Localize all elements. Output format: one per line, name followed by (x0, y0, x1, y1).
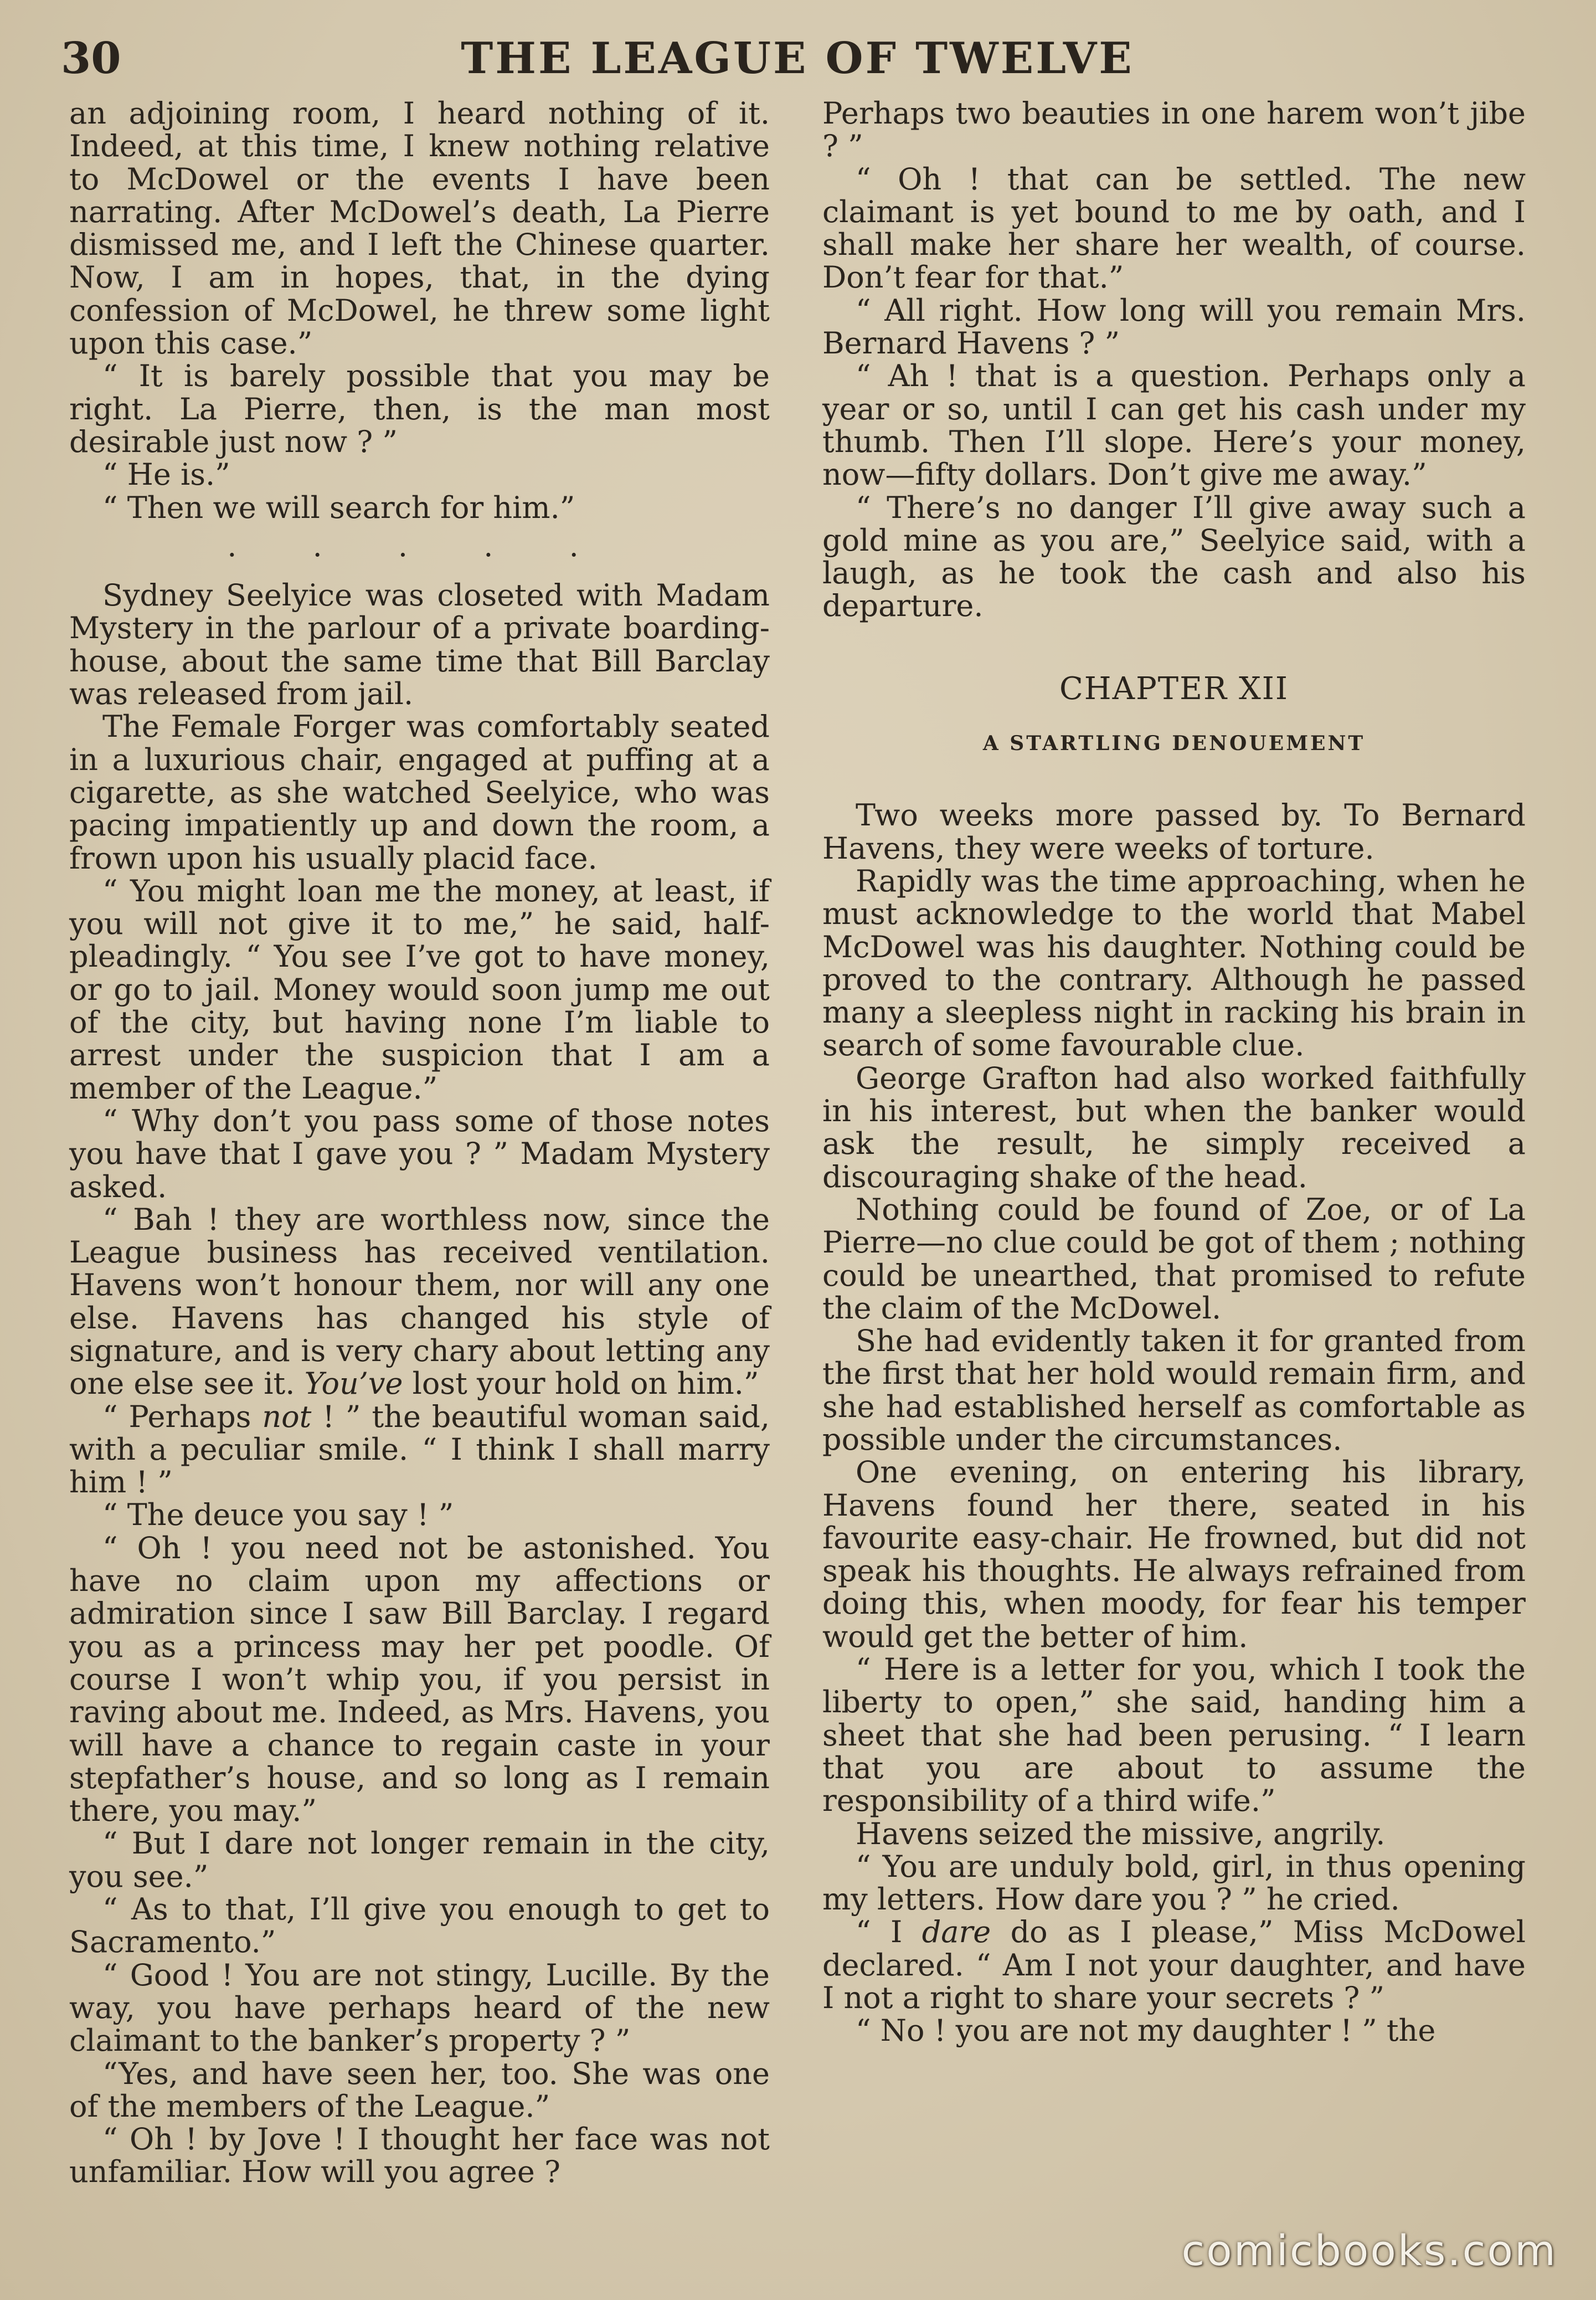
paragraph: “ All right. How long will you remain Mrs. Bernard Havens ? ” (822, 292, 1526, 361)
paragraph: Havens seized the missive, angrily. (856, 1816, 1386, 1851)
page-number: 30 (61, 33, 121, 84)
running-title: THE LEAGUE OF TWELVE (461, 33, 1134, 84)
text-run: ! ” the beautiful woman said, with a peculiar smile. “ I think I shall marry him ! ” (69, 1399, 770, 1500)
paragraph (69, 1400, 770, 1499)
paragraph: George Grafton had also worked faithfully in his interest, but when the banker would ask the result, he simply received a discouraging shake of the head. (822, 1060, 1526, 1194)
paragraph: “ No ! you are not my daughter ! ” the (856, 2013, 1436, 2049)
paragraph: “ Here is a letter for you, which I took the liberty to open,” she said, handing him a sheet that she had been perusing. “ I learn that you are about to assume the responsibility of a third wife.” (822, 1652, 1526, 1819)
right-column (822, 97, 1526, 2047)
italic-emphasis: You’ve (304, 1366, 403, 1401)
paragraph: Nothing could be found of Zoe, or of La Pierre—no clue could be got of them ; nothing could be unearthed, that promised to refute the claim of the McDowel. (822, 1192, 1526, 1326)
paragraph: One evening, on entering his library, Havens found her there, seated in his favourite easy-chair. He frowned, but did not speak his thoughts. He always refrained from doing this, when moody, for fear his temper would get the better of him. (822, 1455, 1526, 1654)
chapter-subtitle: A STARTLING DENOUEMENT (982, 732, 1366, 756)
paragraph: “ Then we will search for him.” (102, 490, 575, 525)
text-run: “ Perhaps (102, 1399, 262, 1434)
paragraph: Two weeks more passed by. To Bernard Havens, they were weeks of torture. (822, 798, 1526, 866)
text-run: “ Bah ! they are worthless now, since the League business has received ventilation. Havens won’t honour them, nor will any one else. Havens has changed his style of signature, and is very chary about letting any one else see it. (69, 1202, 770, 1401)
italic-emphasis: not (262, 1399, 312, 1434)
text-run: do as I please,” Miss McDowel declared. “ Am I not your daughter, and have I not a right to share your secrets ? ” (822, 1914, 1526, 2016)
paragraph: She had evidently taken it for granted from the first that her hold would remain firm, and she had established herself as comfortable as possible under the circumstances. (822, 1323, 1526, 1457)
paragraph (822, 1916, 1526, 2014)
section-break-dots: . . . . . (227, 528, 612, 563)
watermark: comicbooks.com (1181, 2226, 1557, 2275)
page-header (61, 33, 1534, 94)
paragraph: Perhaps two beauties in one harem won’t jibe ? ” (822, 96, 1526, 164)
paragraph: “ Ah ! that is a question. Perhaps only a year or so, until I can get his cash under my thumb. Then I’ll slope. Here’s your money, now—fifty dollars. Don’t give me away.” (822, 358, 1526, 492)
paragraph: “ There’s no danger I’ll give away such a gold mine as you are,” Seelyice said, with a laugh, as he took the cash and also his departure. (822, 490, 1526, 624)
text-run: lost your hold on him.” (403, 1366, 759, 1401)
paragraph: “Yes, and have seen her, too. She was one of the members of the League.” (69, 2056, 770, 2124)
paragraph: “ Why don’t you pass some of those notes you have that I gave you ? ” Madam Mystery asked. (69, 1103, 770, 1204)
paragraph: “ But I dare not longer remain in the city, you see.” (69, 1826, 770, 1894)
paragraph: “ Oh ! that can be settled. The new claimant is yet bound to me by oath, and I shall make her share her wealth, of course. Don’t fear for that.” (822, 161, 1526, 295)
paragraph: “ You are unduly bold, girl, in thus opening my letters. How dare you ? ” he cried. (822, 1849, 1526, 1917)
paragraph: Sydney Seelyice was closeted with Madam Mystery in the parlour of a private boarding-house, about the same time that Bill Barclay was released from jail. (69, 578, 770, 712)
paragraph: “ He is.” (102, 457, 230, 492)
left-column (69, 97, 770, 2189)
paragraph: “ Oh ! by Jove ! I thought her face was not unfamiliar. How will you agree ? (69, 2122, 770, 2190)
paragraph: “ As to that, I’ll give you enough to get to Sacramento.” (69, 1892, 770, 1960)
paragraph: “ The deuce you say ! ” (102, 1497, 454, 1533)
italic-emphasis: dare (921, 1914, 991, 1950)
chapter-heading: CHAPTER XII (1059, 670, 1289, 707)
paragraph: “ You might loan me the money, at least, if you will not give it to me,” he said, half-pleadingly. “ You see I’ve got to have money, or go to jail. Money would soon jump me out of the city, but having none I’m liable to arrest under the suspicion that I am a member of the League.” (69, 873, 770, 1106)
paragraph (69, 1203, 770, 1400)
paragraph: “ Oh ! you need not be astonished. You have no claim upon my affections or admiration since I saw Bill Barclay. I regard you as a princess may her pet poodle. Of course I won’t whip you, if you persist in raving about me. Indeed, as Mrs. Havens, you will have a chance to regain caste in your stepfather’s house, and so long as I remain there, you may.” (69, 1530, 770, 1829)
paragraph: an adjoining room, I heard nothing of it. Indeed, at this time, I knew nothing relative to McDowel or the events I have been narrating. After McDowel’s death, La Pierre dismissed me, and I left the Chinese quarter. Now, I am in hopes, that, in the dying confession of McDowel, he threw some light upon this case.” (69, 96, 770, 361)
paragraph: The Female Forger was comfortably seated in a luxurious chair, engaged at puffing at a cigarette, as she watched Seelyice, who was pacing impatiently up and down the room, a frown upon his usually placid face. (69, 709, 770, 876)
text-run: “ I (856, 1914, 922, 1950)
paragraph: Rapidly was the time approaching, when he must acknowledge to the world that Mabel McDowel was his daughter. Nothing could be proved to the contrary. Although he passed many a sleepless night in racking his brain in search of some favourable clue. (822, 863, 1526, 1063)
paragraph: “ Good ! You are not stingy, Lucille. By the way, you have perhaps heard of the new claimant to the banker’s property ? ” (69, 1957, 770, 2058)
paragraph: “ It is barely possible that you may be right. La Pierre, then, is the man most desirable just now ? ” (69, 358, 770, 459)
